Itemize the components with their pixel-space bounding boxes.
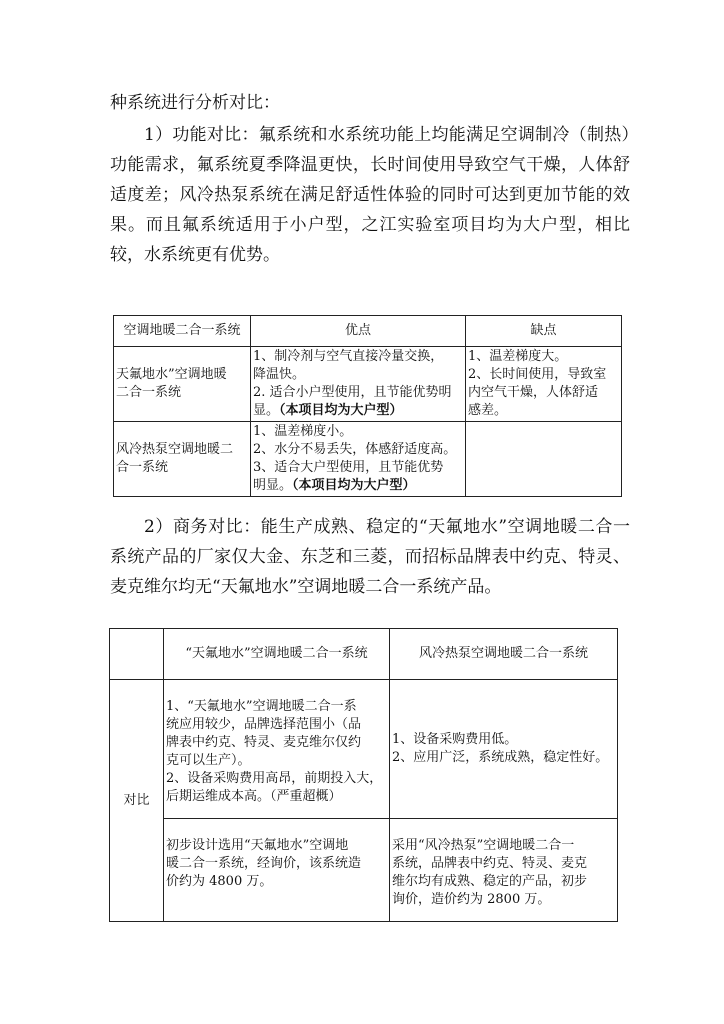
cell-line: 1、温差梯度大。 xyxy=(468,349,568,364)
cell-line: 1、制冷剂与空气直接冷量交换， xyxy=(253,349,444,364)
emphasis-text: （本项目均为大户型） xyxy=(279,403,403,418)
pros-cell xyxy=(251,347,466,422)
cell-line: 2、水分不易丢失，体感舒适度高。 xyxy=(253,442,457,457)
table-row xyxy=(110,680,618,819)
cell-line: 系统，品牌表中约克、特灵、麦克 xyxy=(392,856,588,871)
cell-line: 1、“天氟地水”空调地暖二合一系 xyxy=(166,699,357,714)
cell-line: 初步设计选用“天氟地水”空调地 xyxy=(166,838,349,853)
cell-line: 克可以生产）。 xyxy=(166,753,251,768)
cell-line: 2. 适合小户型使用，且节能优势明 xyxy=(253,385,452,400)
cell-line: 价约为 4800 万。 xyxy=(166,874,273,889)
cell-line: 3、适合大户型使用，且节能优势 xyxy=(253,460,444,475)
intro-text: 种系统进行分析对比： xyxy=(110,93,280,113)
business-comparison-paragraph: 2）商务对比：能生产成熟、稳定的“天氟地水”空调地暖二合一系统产品的厂家仅大金、东芝和三菱，而招标品牌表中约克、特灵、麦克维尔均无“天氟地水”空调地暖二合一系统产品。 xyxy=(110,517,630,597)
cell-text: 明显。 xyxy=(253,478,293,493)
cell-line: 采用“风冷热泵”空调地暖二合一 xyxy=(392,838,575,853)
header-cell: 优点 xyxy=(251,316,466,347)
cell-line: 降温快。 xyxy=(253,367,306,382)
cons-cell xyxy=(466,347,622,422)
cell-line: 1、设备采购费用低。 xyxy=(392,732,518,747)
cell-line: 统应用较少，品牌选择范围小（品 xyxy=(166,717,362,732)
cell-text: 显。 xyxy=(253,403,280,418)
row-label-cell: 对比 xyxy=(110,680,164,922)
table-header-row xyxy=(110,629,618,680)
pros-cell xyxy=(251,422,466,497)
cell-line: 1、温差梯度小。 xyxy=(253,424,353,439)
cell-line: 维尔均有成熟、稳定的产品，初步 xyxy=(392,874,588,889)
cell-line: 风冷热泵空调地暖二 xyxy=(116,442,234,457)
cell-line: 2、应用广泛，系统成熟，稳定性好。 xyxy=(392,750,609,765)
comparison-cell xyxy=(164,819,390,922)
table-header-row xyxy=(114,316,622,347)
header-cell: “天氟地水”空调地暖二合一系统 xyxy=(164,629,390,680)
comparison-cell xyxy=(164,680,390,819)
cell-line: 暖二合一系统，经询价，该系统造 xyxy=(166,856,362,871)
cell-line xyxy=(253,477,463,495)
system-name-cell xyxy=(114,347,251,422)
comparison-cell xyxy=(390,680,618,819)
cell-line: 牌表中约克、特灵、麦克维尔仅约 xyxy=(166,735,362,750)
cons-cell xyxy=(466,422,622,497)
emphasis-text: （本项目均为大户型） xyxy=(292,478,416,493)
business-comparison-table xyxy=(109,628,618,922)
table-row xyxy=(114,347,622,422)
function-comparison-paragraph: 1）功能对比：氟系统和水系统功能上均能满足空调制冷（制热）功能需求，氟系统夏季降温更快，长时间使用导致空气干燥，人体舒适度差；风冷热泵系统在满足舒适性体验的同时可达到更加节能的效果。而且氟系统适用于小户型，之江实验室项目均为大户型，相比较，水系统更有优势。 xyxy=(110,125,630,265)
cell-line: 内空气干燥，人体舒适 xyxy=(468,385,599,400)
system-name-cell xyxy=(114,422,251,497)
cell-line: 感差。 xyxy=(468,403,508,418)
header-cell: 风冷热泵空调地暖二合一系统 xyxy=(390,629,618,680)
cell-line: 2、设备采购费用高昂，前期投入大， xyxy=(166,771,383,786)
table-row xyxy=(114,422,622,497)
cell-line: 2、长时间使用，导致室 xyxy=(468,367,607,382)
table-row xyxy=(110,819,618,922)
cell-line: 天氟地水”空调地暖 xyxy=(116,367,227,382)
cell-line xyxy=(253,402,463,420)
header-cell: 空调地暖二合一系统 xyxy=(114,316,251,347)
function-comparison-table xyxy=(113,315,622,497)
cell-line: 合一系统 xyxy=(116,460,169,475)
comparison-cell xyxy=(390,819,618,922)
cell-line: 询价，造价约为 2800 万。 xyxy=(392,892,551,907)
header-cell: 缺点 xyxy=(466,316,622,347)
cell-line: 后期运维成本高。（严重超概） xyxy=(166,789,342,804)
cell-line: 二合一系统 xyxy=(116,385,182,400)
header-cell xyxy=(110,629,164,680)
